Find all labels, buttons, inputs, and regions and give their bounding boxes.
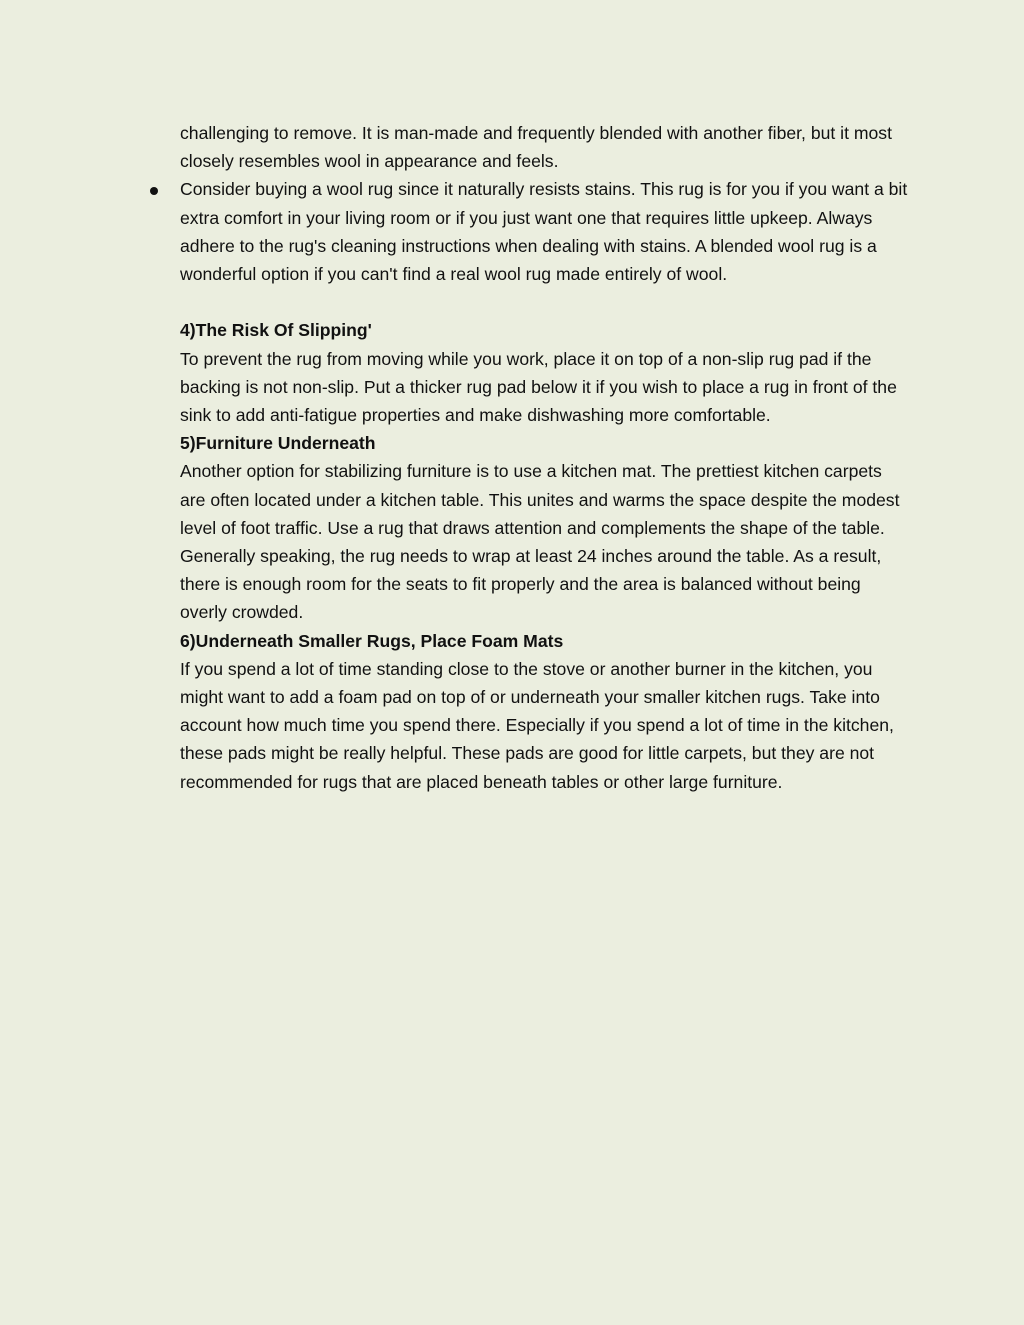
section-body-slipping: To prevent the rug from moving while you work, place it on top of a non-slip rug pad if the backing is not non-slip. Put a thicker rug pad below it if you wish to place a rug in front of the sink to add anti-fatigue properties and make dishwashing more comfortable. xyxy=(180,348,897,426)
section-heading-furniture: 5)Furniture Underneath xyxy=(180,433,376,454)
document-body xyxy=(180,119,908,796)
bullet-list-item xyxy=(180,175,908,288)
paragraph-spacer xyxy=(180,288,908,316)
section-heading-foam-mats: 6)Underneath Smaller Rugs, Place Foam Mats xyxy=(180,630,564,651)
intro-continuation-paragraph: challenging to remove. It is man-made and frequently blended with another fiber, but it most closely resembles wool in appearance and feels. xyxy=(180,123,892,172)
bullet-text: Consider buying a wool rug since it naturally resists stains. This rug is for you if you want a bit extra comfort in your living room or if you just want one that requires little upkeep. Always adhere to the rug's cleaning instructions when dealing with stains. A blended wool rug is a wonderful option if you can't find a real wool rug made entirely of wool. xyxy=(180,179,908,285)
section-heading-slipping: 4)The Risk Of Slipping' xyxy=(180,320,372,341)
section-body-furniture: Another option for stabilizing furniture is to use a kitchen mat. The prettiest kitchen carpets are often located under a kitchen table. This unites and warms the space despite the modest level of foot traffic. Use a rug that draws attention and complements the shape of the table. Generally speaking, the rug needs to wrap at least 24 inches around the table. As a result, there is enough room for the seats to fit properly and the area is balanced without being overly crowded. xyxy=(180,461,900,623)
bullet-icon xyxy=(150,187,158,195)
section-body-foam-mats: If you spend a lot of time standing close to the stove or another burner in the kitchen, you might want to add a foam pad on top of or underneath your smaller kitchen rugs. Take into account how much time you spend there. Especially if you spend a lot of time in the kitchen, these pads might be really helpful. These pads are good for little carpets, but they are not recommended for rugs that are placed beneath tables or other large furniture. xyxy=(180,658,894,792)
